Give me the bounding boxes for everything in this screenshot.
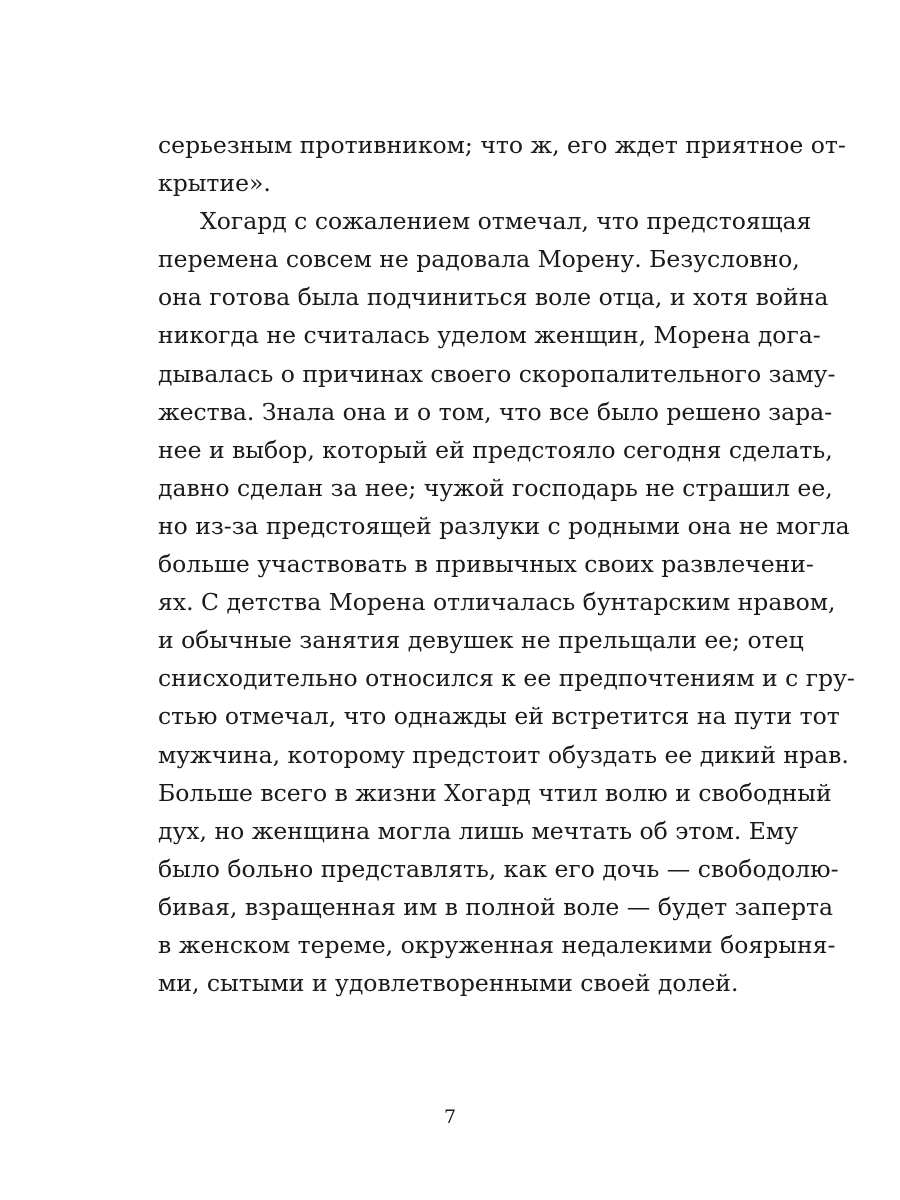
text-line: и обычные занятия девушек не прельщали ее; отец — [158, 626, 804, 655]
text-line: было больно представлять, как его дочь — свободолю- — [158, 854, 839, 883]
text-line: крытие». — [158, 169, 271, 198]
text-line: она готова была подчиниться воле отца, и хотя война — [158, 283, 829, 312]
text-line: дывалась о причинах своего скоропалительного заму- — [158, 359, 836, 388]
text-line: больше участвовать в привычных своих развлечени- — [158, 550, 814, 579]
text-line: ях. С детства Морена отличалась бунтарским нравом, — [158, 588, 836, 617]
text-line: мужчина, которому предстоит обуздать ее дикий нрав. — [158, 740, 849, 769]
body-text — [158, 126, 855, 1002]
text-line: но из-за предстоящей разлуки с родными она не могла — [158, 511, 850, 540]
text-line: нее и выбор, который ей предстояло сегодня сделать, — [158, 435, 833, 464]
text-line: жества. Знала она и о том, что все было решено зара- — [158, 397, 833, 426]
text-line: снисходительно относился к ее предпочтениям и с гру- — [158, 664, 855, 693]
text-line: ми, сытыми и удовлетворенными своей долей. — [158, 969, 739, 998]
text-line: бивая, взращенная им в полной воле — будет заперта — [158, 892, 834, 921]
text-line: серьезным противником; что ж, его ждет приятное от- — [158, 131, 846, 159]
text-line: Больше всего в жизни Хогард чтил волю и свободный — [158, 778, 832, 807]
text-line: стью отмечал, что однажды ей встретится на пути тот — [158, 702, 840, 731]
text-line: в женском тереме, окруженная недалекими боярыня- — [158, 930, 836, 959]
text-line: дух, но женщина могла лишь мечтать об этом. Ему — [158, 816, 799, 845]
page-number: 7 — [443, 1106, 457, 1128]
text-line: давно сделан за нее; чужой господарь не страшил ее, — [158, 473, 833, 502]
text-line: никогда не считалась уделом женщин, Морена дога- — [158, 321, 821, 350]
text-line: перемена совсем не радовала Морену. Безусловно, — [158, 245, 800, 274]
paragraph-first-line: Хогард с сожалением отмечал, что предстоящая — [200, 207, 812, 236]
